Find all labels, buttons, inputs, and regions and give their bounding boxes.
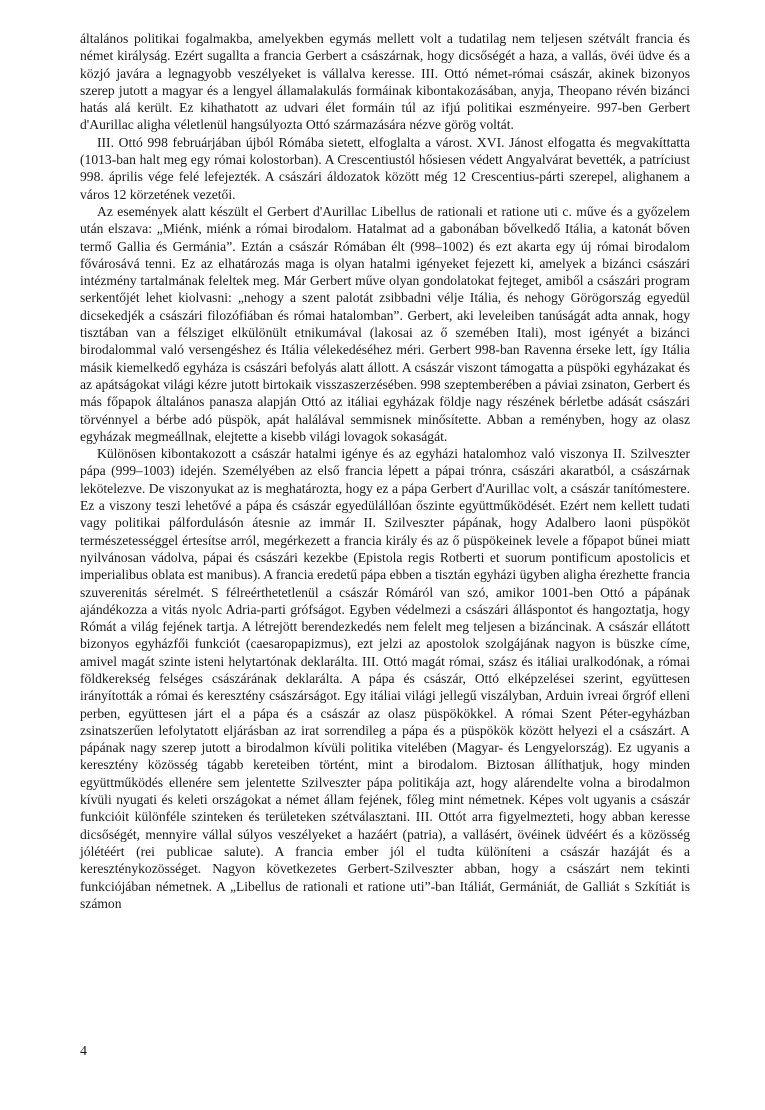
page-number: 4	[80, 1044, 87, 1059]
paragraph-3: Az események alatt készült el Gerbert d'Aurillac Libellus de rationali et ratione uti c. műve és a győzelem után elszava: „Miénk, miénk a római birodalom. Hatalmat ad a gabonában bővelkedő Itália, a katonát bőven termő Gallia és Germánia”. Eztán a császár Rómában élt (998–1002) és ezt akarta egy új római birodalom fővárosává tenni. Ez az elhatározás maga is olyan hatalmi igényeket fejezett ki, amelyek a bizánci császári intézmény tartalmának feleltek meg. Már Gerbert műve olyan gondolatokat fejteget, amiből a császári program serkentőjét lehet kiolvasni: „nehogy a szent palotát zsibbadni vélje Itália, és nehogy Görögország egyedül dicsekedjék a császári filozófiában és római hatalomban”. Gerbert, aki leveleiben tanúságát adta annak, hogy tisztában van a félsziget elkülönült etnikumával (lakosai az ő szemében Itali), most igényét a bizánci birodalommal való versengéshez és Itália vélekedéséhez méri. Gerbert 998-ban Ravenna érseke lett, így Itália másik kiemelkedő egyháza is császári befolyás alatt állott. A császár viszont támogatta a püspöki egyházakat és az apátságokat világi kézre jutott birtokaik visszaszerzésében. 998 szeptemberében a páviai zsinaton, Gerbert és más főpapok általános panasza alapján Ottó az itáliai egyházak földje nagy részének bérletbe adását császári törvénnyel a bérbe adó püspök, apát halálával semmisnek minősítette. Abban a reményben, hogy az olasz egyházak megmeállnak, elejtette a kisebb világi lovagok sokaságát.	[80, 203, 690, 444]
paragraph-4: Különösen kibontakozott a császár hatalmi igénye és az egyházi hatalomhoz való viszonya II. Szilveszter pápa (999–1003) idején. Személyében az első francia lépett a pápai trónra, császári akaratból, a császárnak lekötelezve. De viszonyukat az is meghatározta, hogy ez a pápa Gerbert d'Aurillac volt, a császár tanítómestere. Ez a viszony teszi lehetővé a pápa és császár egyedülállóan őszinte együttműködését. Ezért nem kellett tudati vagy politikai pálfordulásón átesnie az immár II. Szilveszter pápának, hogy Adalbero laoni püspököt természetességgel értesítse arról, megérkezett a francia király és az ő püspökeinek levele a főpapot bűnei miatt nyilvánosan vádolva, pápai és császári kezekbe (Epistola regis Rotberti et suorum pontificum apostolicis et imperialibus oblata est manibus). A francia eredetű pápa ebben a tisztán egyházi ügyben aligha érezhette francia szuverenitás sérelmét. S félreérthetetlenül a császár Rómáról van szó, amikor 1001-ben Ottó a pápának ajándékozza a vitás nyolc Adria-parti grófságot. Egyben védelmezi a császári álláspontot és hangoztatja, hogy Rómát a világ fejének tartja. A létrejött berendezkedés nem felelt meg teljesen a bizáncinak. A császár ellátott bizonyos egyházfői funkciót (caesaropapizmus), ezt jelzi az apostolok szolgájának nagyon is büszke címe, amivel magát szinte isteni helytartónak deklarálta. III. Ottó magát római, szász és itáliai uralkodónak, a római földkerekség felséges császárának deklarálta. A pápa és császár, Ottó elképzelései szerint, együttesen irányították a római és keresztény császárságot. Egy itáliai világi jellegű viszályban, Arduin ivreai őrgróf elleni perben, együttesen járt el a pápa és a császár az olasz püspökökkel. A római Szent Péter-egyházban zsinatszerűen lefolytatott eljárásban az irat sorrendileg a pápa és a püspökök között helyezi el a császárt. A pápának nagy szerep jutott a birodalmon kívüli politika vitelében (Magyar- és Lengyelország). Ez ugyanis a keresztény közösség tágabb kereteiben történt, mint a birodalom. Biztosan állíthatjuk, hogy minden együttműködés ellenére sem jelentette Szilveszter pápa politikája azt, hogy alárendelte volna a birodalmon kívüli nyugati és keleti országokat a német állam fejének, főleg mint németnek. Képes volt ugyanis a császár funkcióit különféle szinteken és területeken szétválasztani. III. Ottót arra figyelmezteti, hogy abban keresse dicsőségét, mennyire vállal súlyos veszélyeket a hazáért (patria), a vallásért, övéinek üdvéért és a közösség jólétéért (rei publicae salute). A francia ember jól el tudta különíteni a császár hazáját és a kereszténykozösséget. Nagyon következetes Gerbert-Szilveszter abban, hogy a császárt nem tekinti funkciójában németnek. A „Libellus de rationali et ratione uti”-ban Itáliát, Germániát, de Galliát s Szkítiát is számon	[80, 446, 690, 911]
paragraph-2: III. Ottó 998 februárjában újból Rómába sietett, elfoglalta a várost. XVI. Jánost elfogatta és megvakíttatta (1013-ban halt meg egy római kolostorban). A Crescentiustól hősiesen védett Angyalvárat bevették, a patríciust 998. április vége felé lefejezték. A császári áldozatok között még 12 Crescentius-párti szerepel, alighanem a város 12 körzetének vezetői.	[80, 134, 690, 202]
page-body	[80, 30, 690, 912]
paragraph-1: általános politikai fogalmakba, amelyekben egymás mellett volt a tudatilag nem teljesen szétvált francia és német királyság. Ezért sugallta a francia Gerbert a császárnak, hogy dicsőségét a haza, a vallás, övéi üdve és a közjó javára a legnagyobb veszélyeket is vállalva keresse. III. Ottó német-római császár, akinek bizonyos szerep jutott a magyar és a lengyel államalakulás formáinak kibontakozásában, anyja, Theopano révén bizánci hatás alá került. Ez kihathatott az udvari élet formáin túl az ifjú politikai eszményeire. 997-ben Gerbert d'Aurillac aligha véletlenül hangsúlyozta Ottó származására nézve görög voltát.	[80, 31, 690, 133]
